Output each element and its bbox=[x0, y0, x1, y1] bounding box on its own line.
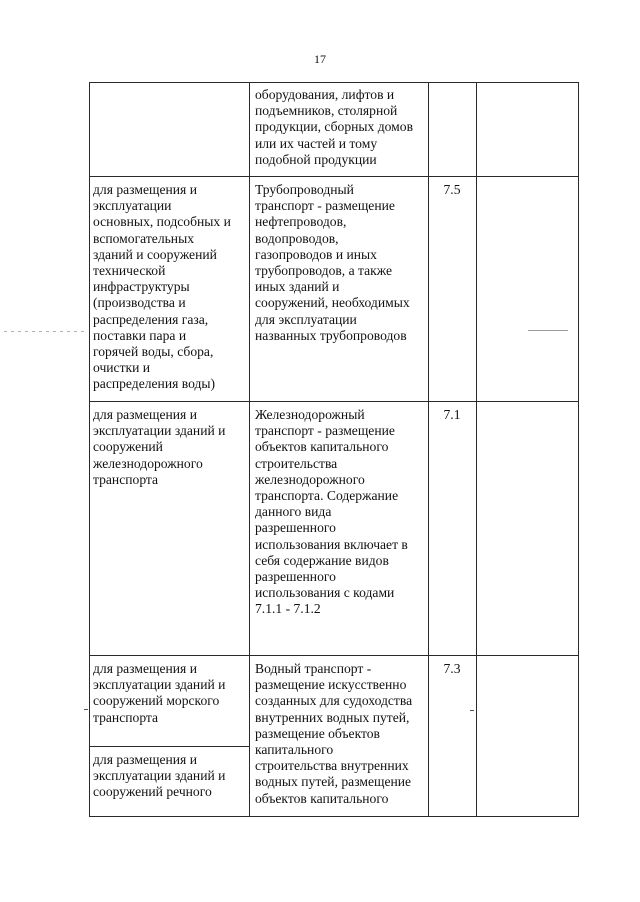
scan-artifact-column bbox=[470, 710, 474, 711]
scan-artifact-left bbox=[4, 331, 84, 332]
row-3-description: Водный транспорт - размещение искусственно созданных для судоходства внутренних водных путей, размещение объектов капитального строительства внутренних водных путей, размещение объектов капитального bbox=[255, 661, 413, 806]
row-2-code: 7.1 bbox=[443, 407, 461, 422]
table-border-left bbox=[89, 82, 90, 817]
table-column-divider-1 bbox=[249, 82, 250, 817]
page-number: 17 bbox=[314, 52, 326, 66]
row-2-description: Железнодорожный транспорт - размещение объектов капитального строительства железнодорожного транспорта. Содержание данного вида разрешенного использования включает в себя содержание видов разрешенного использования с кодами 7.1.1 - 7.1.2 bbox=[255, 407, 408, 617]
table-border-top bbox=[89, 82, 579, 83]
table-border-right bbox=[578, 82, 579, 817]
scan-artifact-right bbox=[528, 330, 568, 331]
scan-artifact-margin bbox=[84, 709, 88, 710]
row-2-purpose: для размещения и эксплуатации зданий и сооружений железнодорожного транспорта bbox=[93, 407, 226, 487]
row-1-code: 7.5 bbox=[443, 182, 461, 197]
row-3-purpose-2: для размещения и эксплуатации зданий и сооружений речного bbox=[93, 752, 226, 800]
row-1-purpose: для размещения и эксплуатации основных, подсобных и вспомогательных зданий и сооружений технической инфраструктуры (производства и распределения газа, поставки пара и горячей воды, сбора, очистки и распределения воды) bbox=[93, 182, 231, 392]
table-row-divider-2 bbox=[89, 401, 579, 402]
table-border-bottom bbox=[89, 816, 579, 817]
table-row-divider-3 bbox=[89, 655, 579, 656]
row-3-purpose: для размещения и эксплуатации зданий и сооружений морского транспорта bbox=[93, 661, 226, 725]
row-3-code: 7.3 bbox=[443, 661, 461, 676]
table-subrow-divider bbox=[89, 746, 250, 747]
row-0-description: оборудования, лифтов и подъемников, столярной продукции, сборных домов или их частей и тому подобной продукции bbox=[255, 87, 414, 167]
row-1-description: Трубопроводный транспорт - размещение нефтепроводов, водопроводов, газопроводов и иных трубопроводов, а также иных зданий и сооружений, необходимых для эксплуатации названных трубопроводов bbox=[255, 182, 410, 343]
table-row-divider-1 bbox=[89, 176, 579, 177]
